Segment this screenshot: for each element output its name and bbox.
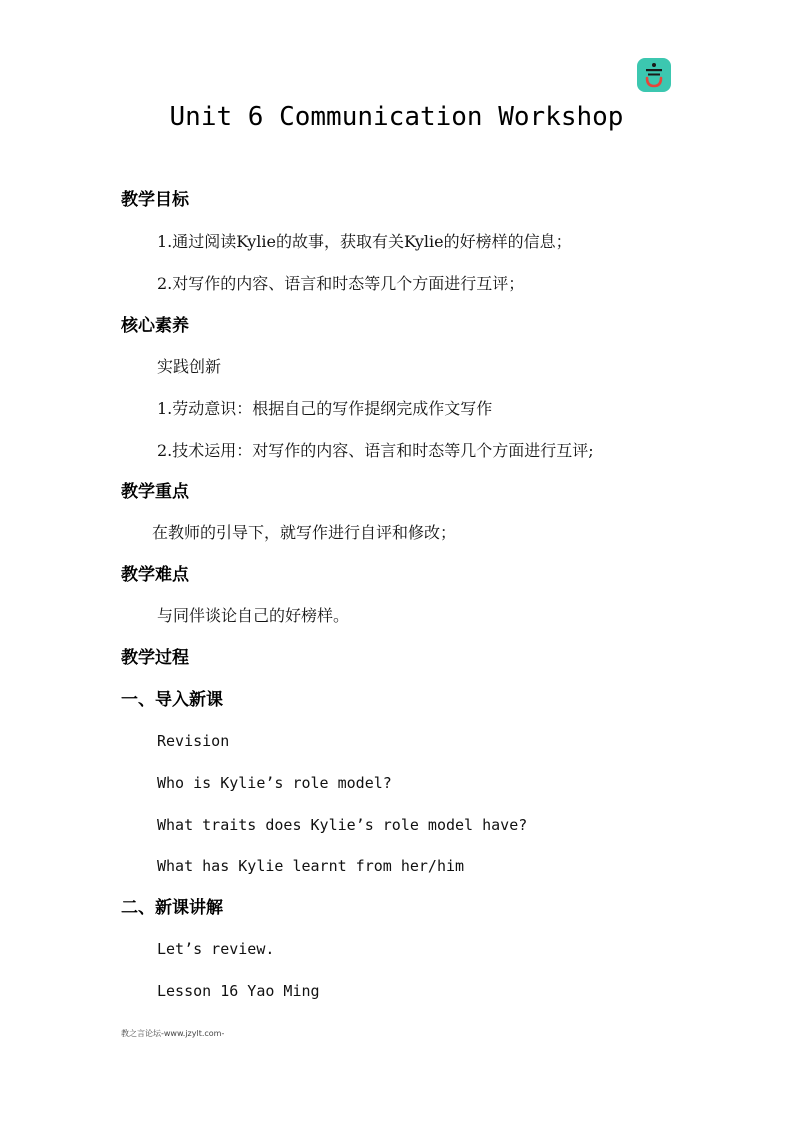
lead-in-line-4: What has Kylie learnt from her/him (157, 857, 465, 875)
competency-item-2: 2.技术运用：对写作的内容、语言和时态等几个方面进行互评; (157, 441, 594, 460)
competency-item-1: 1.劳动意识：根据自己的写作提纲完成作文写作 (157, 399, 493, 418)
difficulties-text: 与同伴谈论自己的好榜样。 (157, 606, 350, 625)
objectives-heading: 教学目标 (121, 190, 189, 210)
competencies-heading: 核心素养 (121, 316, 189, 336)
new-lesson-heading: 二、新课讲解 (121, 898, 223, 918)
key-points-heading: 教学重点 (121, 482, 189, 502)
competencies-intro: 实践创新 (157, 357, 222, 376)
process-heading: 教学过程 (121, 648, 189, 668)
difficulties-heading: 教学难点 (121, 565, 189, 585)
objective-item-2: 2.对写作的内容、语言和时态等几个方面进行互评； (157, 274, 525, 293)
objective-item-1: 1.通过阅读Kylie的故事，获取有关Kylie的好榜样的信息； (157, 232, 572, 251)
lead-in-line-2: Who is Kylie’s role model? (157, 774, 392, 792)
key-points-text: 在教师的引导下，就写作进行自评和修改； (152, 523, 457, 542)
footer-text: 教之言论坛-www.jzylt.com- (121, 1029, 225, 1038)
lead-in-line-3: What traits does Kylie’s role model have? (157, 816, 528, 834)
lead-in-line-1: Revision (157, 732, 230, 750)
logo-icon (637, 58, 671, 92)
page-title: Unit 6 Communication Workshop (169, 102, 624, 132)
lead-in-heading: 一、导入新课 (121, 690, 223, 710)
new-lesson-line-1: Let’s review. (157, 940, 275, 958)
new-lesson-line-2: Lesson 16 Yao Ming (157, 982, 320, 1000)
